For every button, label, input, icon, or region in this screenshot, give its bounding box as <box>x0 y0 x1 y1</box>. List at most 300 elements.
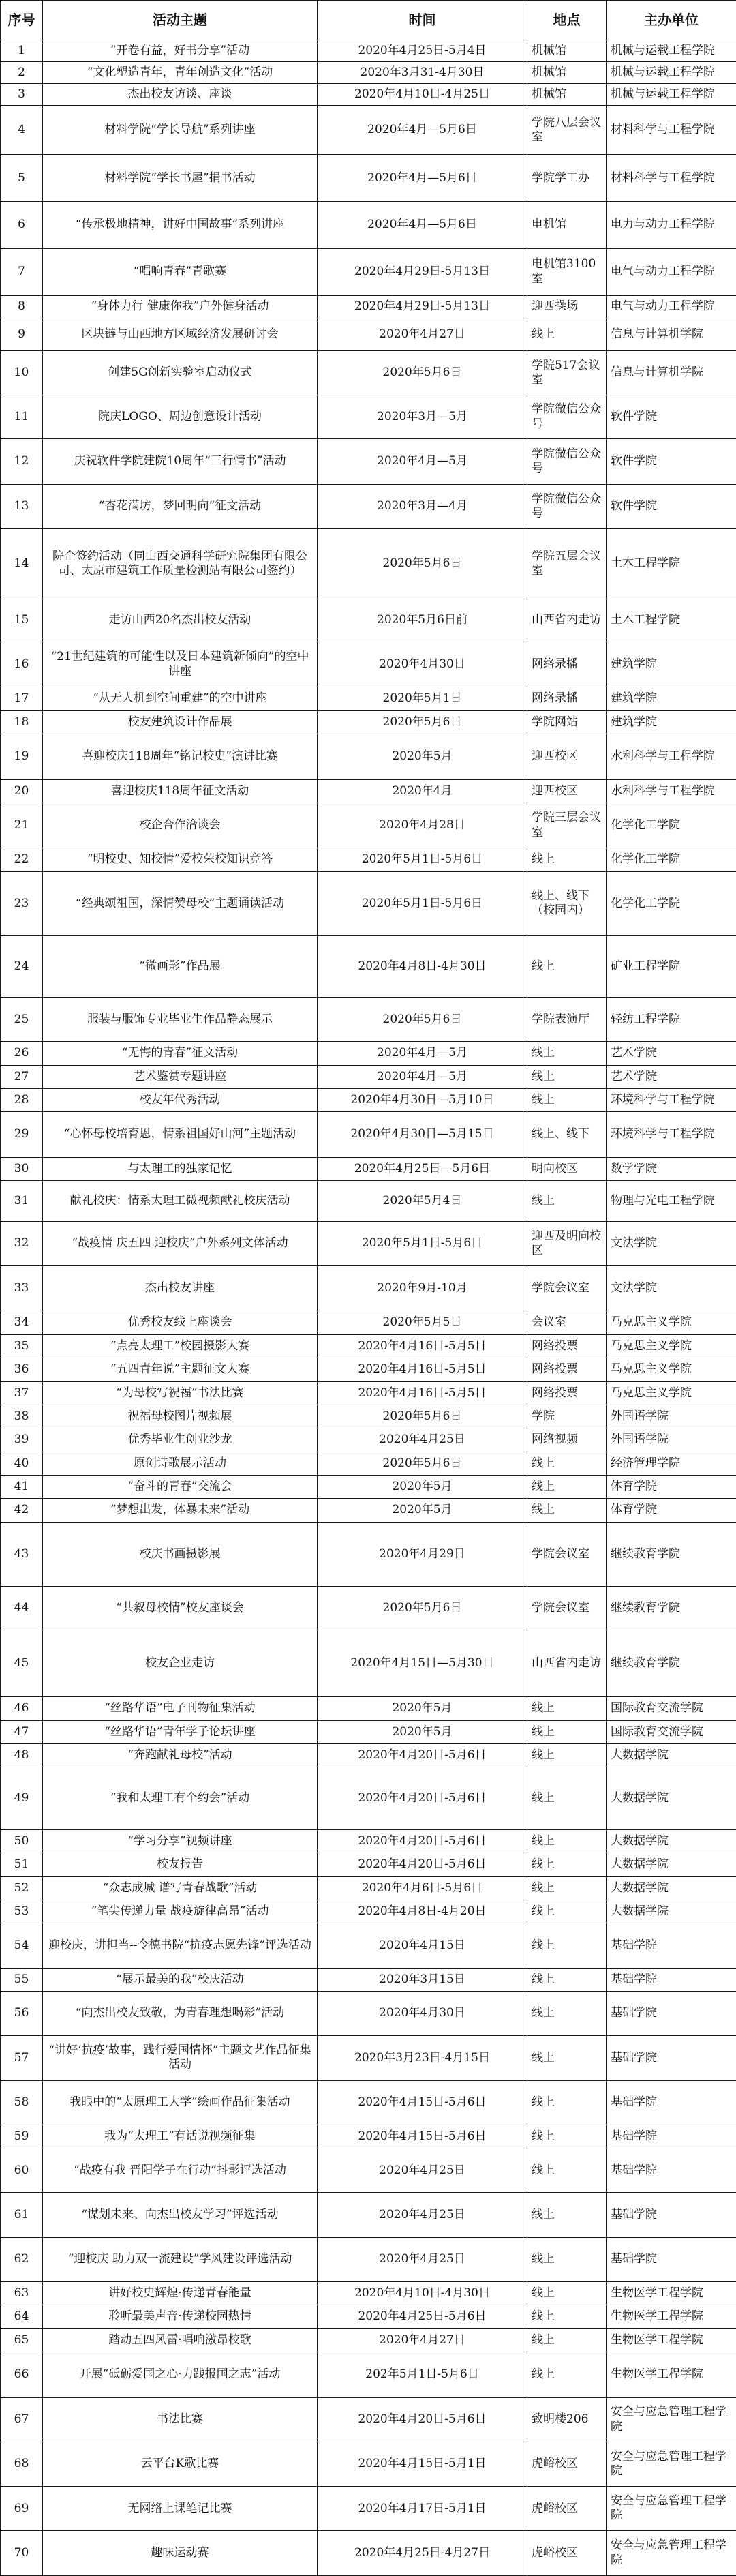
table-row <box>1 642 736 687</box>
table-row <box>1 2193 736 2237</box>
cell-topic: “丝路华语”电子刊物征集活动 <box>43 1697 318 1720</box>
cell-place: 线上 <box>527 1991 607 2035</box>
cell-place: 线上 <box>527 1720 607 1743</box>
table-row <box>1 1767 736 1830</box>
cell-topic: 杰出校友访谈、座谈 <box>43 84 318 106</box>
cell-time: 2020年4月15日-5月1日 <box>318 2442 527 2486</box>
table-row <box>1 84 736 106</box>
table-row <box>1 1065 736 1088</box>
cell-no: 60 <box>1 2148 43 2193</box>
cell-no: 47 <box>1 1720 43 1743</box>
table-row <box>1 1720 736 1743</box>
cell-place: 网络投票 <box>527 1334 607 1358</box>
cell-no: 67 <box>1 2397 43 2442</box>
cell-topic: “丝路华语”青年学子论坛讲座 <box>43 1720 318 1743</box>
cell-org: 材料科学与工程学院 <box>607 106 736 155</box>
cell-time: 2020年4月10日-4月25日 <box>318 84 527 106</box>
cell-topic: “心怀母校培育恩，情系祖国好山河”主题活动 <box>43 1112 318 1157</box>
cell-topic: “杏花满坊，梦回明向”征文活动 <box>43 484 318 528</box>
cell-org: 体育学院 <box>607 1475 736 1498</box>
cell-org: 马克思主义学院 <box>607 1311 736 1334</box>
cell-topic: “微画影”作品展 <box>43 935 318 997</box>
cell-topic: 院庆LOGO、周边创意设计活动 <box>43 395 318 439</box>
table-row <box>1 1586 736 1630</box>
cell-time: 2020年5月 <box>318 1499 527 1522</box>
cell-place: 线上 <box>527 318 607 350</box>
cell-time: 2020年4月20日-5月6日 <box>318 2397 527 2442</box>
cell-no: 35 <box>1 1334 43 1358</box>
cell-time: 2020年4月 <box>318 779 527 803</box>
cell-no: 16 <box>1 642 43 687</box>
cell-place: 致明楼206 <box>527 2397 607 2442</box>
cell-org: 安全与应急管理工程学院 <box>607 2397 736 2442</box>
cell-org: 信息与计算机学院 <box>607 318 736 350</box>
cell-place: 线上 <box>527 2237 607 2281</box>
cell-time: 2020年3月—4月 <box>318 484 527 528</box>
cell-time: 2020年4月16日-5月5日 <box>318 1358 527 1381</box>
cell-place: 线上 <box>527 1767 607 1830</box>
cell-org: 生物医学工程学院 <box>607 2352 736 2397</box>
table-row <box>1 318 736 350</box>
header-place: 地点 <box>527 1 607 40</box>
cell-org: 马克思主义学院 <box>607 1334 736 1358</box>
cell-topic: “向杰出校友致敬，为青春理想喝彩”活动 <box>43 1991 318 2035</box>
cell-topic: “为母校写祝福”书法比赛 <box>43 1381 318 1405</box>
table-row <box>1 1853 736 1876</box>
cell-org: 水利科学与工程学院 <box>607 734 736 779</box>
cell-no: 57 <box>1 2036 43 2080</box>
cell-place: 线上 <box>527 1900 607 1923</box>
cell-topic: 校庆书画摄影展 <box>43 1522 318 1586</box>
cell-time: 2020年5月6日 <box>318 350 527 395</box>
cell-time: 2020年4月—5月6日 <box>318 155 527 202</box>
cell-no: 24 <box>1 935 43 997</box>
cell-topic: “学习分享”视频讲座 <box>43 1829 318 1853</box>
cell-time: 2020年3月23日-4月15日 <box>318 2036 527 2080</box>
header-org: 主办单位 <box>607 1 736 40</box>
cell-no: 70 <box>1 2531 43 2576</box>
cell-org: 安全与应急管理工程学院 <box>607 2442 736 2486</box>
cell-time: 2020年4月30日 <box>318 642 527 687</box>
cell-time: 2020年4月8日-4月30日 <box>318 935 527 997</box>
table-row <box>1 1452 736 1475</box>
cell-no: 34 <box>1 1311 43 1334</box>
cell-no: 33 <box>1 1266 43 1311</box>
cell-org: 外国语学院 <box>607 1428 736 1452</box>
cell-place: 机械馆 <box>527 84 607 106</box>
cell-no: 63 <box>1 2282 43 2305</box>
cell-topic: “明校史、知校情”爱校荣校知识竞答 <box>43 848 318 871</box>
cell-place: 线上 <box>527 1876 607 1900</box>
cell-org: 环境科学与工程学院 <box>607 1112 736 1157</box>
cell-no: 62 <box>1 2237 43 2281</box>
cell-place: 线上、线下 <box>527 1112 607 1157</box>
cell-org: 继续教育学院 <box>607 1586 736 1630</box>
cell-time: 202年5月1日-5月6日 <box>318 2352 527 2397</box>
table-row <box>1 2282 736 2305</box>
table-row <box>1 803 736 848</box>
table-row <box>1 439 736 484</box>
cell-no: 53 <box>1 1900 43 1923</box>
cell-org: 文法学院 <box>607 1221 736 1265</box>
cell-org: 软件学院 <box>607 439 736 484</box>
table-row <box>1 1266 736 1311</box>
table-row <box>1 1042 736 1065</box>
cell-no: 1 <box>1 40 43 62</box>
table-row <box>1 62 736 84</box>
cell-topic: “从无人机到空间重建”的空中讲座 <box>43 687 318 710</box>
cell-no: 48 <box>1 1743 43 1767</box>
cell-time: 2020年4月29日 <box>318 1522 527 1586</box>
cell-org: 国际教育交流学院 <box>607 1697 736 1720</box>
cell-topic: 祝福母校图片视频展 <box>43 1405 318 1428</box>
cell-topic: 原创诗歌展示活动 <box>43 1452 318 1475</box>
cell-no: 2 <box>1 62 43 84</box>
cell-time: 2020年5月 <box>318 734 527 779</box>
cell-no: 45 <box>1 1630 43 1697</box>
cell-place: 迎西校区 <box>527 734 607 779</box>
table-row <box>1 1743 736 1767</box>
table-row <box>1 1405 736 1428</box>
cell-org: 继续教育学院 <box>607 1630 736 1697</box>
cell-no: 8 <box>1 295 43 318</box>
table-row <box>1 1311 736 1334</box>
table-row <box>1 1475 736 1498</box>
cell-place: 迎西及明向校区 <box>527 1221 607 1265</box>
cell-time: 2020年4月25日 <box>318 2193 527 2237</box>
cell-place: 会议室 <box>527 1311 607 1334</box>
cell-place: 线上 <box>527 1042 607 1065</box>
cell-time: 2020年4月28日 <box>318 803 527 848</box>
cell-no: 68 <box>1 2442 43 2486</box>
cell-place: 迎西校区 <box>527 779 607 803</box>
cell-place: 学院三层会议室 <box>527 803 607 848</box>
cell-no: 59 <box>1 2125 43 2148</box>
cell-org: 基础学院 <box>607 1968 736 1991</box>
cell-place: 学院微信公众号 <box>527 484 607 528</box>
table-row <box>1 248 736 295</box>
cell-topic: 书法比赛 <box>43 2397 318 2442</box>
cell-topic: 我眼中的“太原理工大学”绘画作品征集活动 <box>43 2080 318 2125</box>
cell-no: 12 <box>1 439 43 484</box>
cell-org: 基础学院 <box>607 1991 736 2035</box>
cell-no: 44 <box>1 1586 43 1630</box>
cell-topic: “五四青年说”主题征文大赛 <box>43 1358 318 1381</box>
cell-time: 2020年5月4日 <box>318 1181 527 1222</box>
table-row <box>1 1697 736 1720</box>
table-row <box>1 1157 736 1180</box>
cell-org: 体育学院 <box>607 1499 736 1522</box>
cell-topic: 献礼校庆：情系太理工微视频献礼校庆活动 <box>43 1181 318 1222</box>
cell-topic: 校友年代秀活动 <box>43 1089 318 1112</box>
cell-place: 虎峪校区 <box>527 2442 607 2486</box>
cell-place: 学院表演厅 <box>527 998 607 1042</box>
header-no: 序号 <box>1 1 43 40</box>
cell-topic: 杰出校友讲座 <box>43 1266 318 1311</box>
table-row <box>1 1358 736 1381</box>
cell-org: 土木工程学院 <box>607 599 736 642</box>
cell-time: 2020年3月—5月 <box>318 395 527 439</box>
cell-no: 17 <box>1 687 43 710</box>
cell-place: 线上 <box>527 1829 607 1853</box>
cell-place: 学院微信公众号 <box>527 395 607 439</box>
cell-org: 基础学院 <box>607 2193 736 2237</box>
header-time: 时间 <box>318 1 527 40</box>
cell-topic: 校友报告 <box>43 1853 318 1876</box>
cell-no: 21 <box>1 803 43 848</box>
table-row <box>1 1923 736 1968</box>
cell-topic: “经典颂祖国，深情赞母校”主题诵读活动 <box>43 871 318 935</box>
table-row <box>1 2352 736 2397</box>
cell-time: 2020年4月—5月 <box>318 439 527 484</box>
table-row <box>1 998 736 1042</box>
cell-time: 2020年4月16日-5月5日 <box>318 1334 527 1358</box>
cell-no: 65 <box>1 2328 43 2352</box>
cell-topic: “文化塑造青年，青年创造文化”活动 <box>43 62 318 84</box>
cell-no: 6 <box>1 202 43 249</box>
cell-org: 基础学院 <box>607 2125 736 2148</box>
cell-topic: “21世纪建筑的可能性以及日本建筑新倾向”的空中讲座 <box>43 642 318 687</box>
table-row <box>1 1334 736 1358</box>
table-row <box>1 2036 736 2080</box>
cell-topic: “奔跑献礼母校”活动 <box>43 1743 318 1767</box>
cell-topic: 无网络上课笔记比赛 <box>43 2487 318 2531</box>
cell-time: 2020年4月25日-5月6日 <box>318 2305 527 2328</box>
cell-topic: “开卷有益，好书分享”活动 <box>43 40 318 62</box>
cell-org: 软件学院 <box>607 484 736 528</box>
cell-org: 基础学院 <box>607 2036 736 2080</box>
cell-time: 2020年5月6日 <box>318 1405 527 1428</box>
cell-time: 2020年4月8日-4月20日 <box>318 1900 527 1923</box>
cell-no: 18 <box>1 710 43 734</box>
cell-topic: “我和太理工有个约会”活动 <box>43 1767 318 1830</box>
cell-time: 2020年4月15日 <box>318 1923 527 1968</box>
table-row <box>1 734 736 779</box>
cell-org: 土木工程学院 <box>607 528 736 599</box>
cell-org: 大数据学院 <box>607 1829 736 1853</box>
table-row <box>1 1381 736 1405</box>
cell-no: 64 <box>1 2305 43 2328</box>
cell-no: 58 <box>1 2080 43 2125</box>
cell-place: 线上、线下（校园内） <box>527 871 607 935</box>
cell-place: 网络投票 <box>527 1358 607 1381</box>
cell-topic: 喜迎校庆118周年征文活动 <box>43 779 318 803</box>
cell-org: 化学化工学院 <box>607 848 736 871</box>
cell-org: 安全与应急管理工程学院 <box>607 2487 736 2531</box>
cell-topic: 服装与服饰专业毕业生作品静态展示 <box>43 998 318 1042</box>
cell-topic: 喜迎校庆118周年“铭记校史”演讲比赛 <box>43 734 318 779</box>
cell-time: 2020年4月29日-5月13日 <box>318 295 527 318</box>
cell-place: 虎峪校区 <box>527 2531 607 2576</box>
cell-no: 5 <box>1 155 43 202</box>
cell-place: 学院会议室 <box>527 1266 607 1311</box>
cell-org: 化学化工学院 <box>607 803 736 848</box>
cell-time: 2020年4月15日—5月30日 <box>318 1630 527 1697</box>
cell-time: 2020年4月17日-5月1日 <box>318 2487 527 2531</box>
cell-no: 50 <box>1 1829 43 1853</box>
cell-time: 2020年5月6日 <box>318 998 527 1042</box>
cell-org: 机械与运载工程学院 <box>607 40 736 62</box>
cell-org: 电力与动力工程学院 <box>607 202 736 249</box>
table-row <box>1 2148 736 2193</box>
cell-time: 2020年5月6日 <box>318 1452 527 1475</box>
cell-no: 52 <box>1 1876 43 1900</box>
cell-org: 软件学院 <box>607 395 736 439</box>
cell-no: 28 <box>1 1089 43 1112</box>
cell-time: 2020年4月30日—5月10日 <box>318 1089 527 1112</box>
cell-place: 机械馆 <box>527 40 607 62</box>
cell-time: 2020年9月-10月 <box>318 1266 527 1311</box>
table-row <box>1 1829 736 1853</box>
cell-place: 机械馆 <box>527 62 607 84</box>
cell-place: 网络录播 <box>527 642 607 687</box>
table-row <box>1 1112 736 1157</box>
cell-org: 外国语学院 <box>607 1405 736 1428</box>
cell-time: 2020年4月20日-5月6日 <box>318 1829 527 1853</box>
table-row <box>1 687 736 710</box>
cell-no: 20 <box>1 779 43 803</box>
cell-no: 51 <box>1 1853 43 1876</box>
cell-no: 3 <box>1 84 43 106</box>
table-row <box>1 2442 736 2486</box>
cell-time: 2020年4月25日-4月27日 <box>318 2531 527 2576</box>
table-row <box>1 1876 736 1900</box>
cell-place: 线上 <box>527 1853 607 1876</box>
table-row <box>1 599 736 642</box>
table-row <box>1 106 736 155</box>
cell-topic: 院企签约活动（同山西交通科学研究院集团有限公司、太原市建筑工作质量检测站有限公司签约） <box>43 528 318 599</box>
cell-topic: 云平台K歌比赛 <box>43 2442 318 2486</box>
table-row <box>1 1991 736 2035</box>
table-row <box>1 1522 736 1586</box>
cell-org: 建筑学院 <box>607 642 736 687</box>
cell-org: 文法学院 <box>607 1266 736 1311</box>
cell-no: 29 <box>1 1112 43 1157</box>
cell-time: 2020年4月25日 <box>318 1428 527 1452</box>
cell-org: 大数据学院 <box>607 1767 736 1830</box>
table-row <box>1 2487 736 2531</box>
cell-org: 基础学院 <box>607 1923 736 1968</box>
cell-place: 学院网站 <box>527 710 607 734</box>
cell-place: 电机馆 <box>527 202 607 249</box>
table-row <box>1 40 736 62</box>
cell-org: 大数据学院 <box>607 1876 736 1900</box>
cell-no: 10 <box>1 350 43 395</box>
cell-place: 线上 <box>527 2148 607 2193</box>
cell-time: 2020年4月29日-5月13日 <box>318 248 527 295</box>
cell-topic: 艺术鉴赏专题讲座 <box>43 1065 318 1088</box>
cell-time: 2020年4月30日—5月15日 <box>318 1112 527 1157</box>
cell-place: 线上 <box>527 1475 607 1498</box>
cell-no: 42 <box>1 1499 43 1522</box>
table-row <box>1 1630 736 1697</box>
cell-no: 54 <box>1 1923 43 1968</box>
cell-place: 线上 <box>527 1743 607 1767</box>
cell-topic: 材料学院“学长书屋”捐书活动 <box>43 155 318 202</box>
table-row <box>1 528 736 599</box>
cell-topic: “迎校庆 助力双一流建设”学风建设评选活动 <box>43 2237 318 2281</box>
cell-place: 线上 <box>527 2036 607 2080</box>
table-body <box>1 40 736 2576</box>
cell-place: 学院会议室 <box>527 1522 607 1586</box>
table-row <box>1 2237 736 2281</box>
cell-place: 网络视频 <box>527 1428 607 1452</box>
cell-org: 基础学院 <box>607 2080 736 2125</box>
header-topic: 活动主题 <box>43 1 318 40</box>
cell-org: 机械与运载工程学院 <box>607 62 736 84</box>
cell-time: 2020年4月15日-5月6日 <box>318 2125 527 2148</box>
table-row <box>1 2397 736 2442</box>
cell-org: 环境科学与工程学院 <box>607 1089 736 1112</box>
cell-topic: 材料学院“学长导航”系列讲座 <box>43 106 318 155</box>
cell-no: 40 <box>1 1452 43 1475</box>
cell-no: 27 <box>1 1065 43 1088</box>
cell-no: 9 <box>1 318 43 350</box>
table-row <box>1 1968 736 1991</box>
cell-time: 2020年5月5日 <box>318 1311 527 1334</box>
cell-org: 生物医学工程学院 <box>607 2305 736 2328</box>
cell-no: 31 <box>1 1181 43 1222</box>
cell-place: 虎峪校区 <box>527 2487 607 2531</box>
cell-topic: 迎校庆，讲担当--令德书院“抗疫志愿先锋”评选活动 <box>43 1923 318 1968</box>
cell-time: 2020年5月 <box>318 1475 527 1498</box>
cell-time: 2020年3月15日 <box>318 1968 527 1991</box>
cell-no: 41 <box>1 1475 43 1498</box>
cell-topic: 校企合作洽谈会 <box>43 803 318 848</box>
table-header-row <box>1 1 736 40</box>
cell-topic: “梦想出发，体暴未来”活动 <box>43 1499 318 1522</box>
cell-time: 2020年4月—5月6日 <box>318 106 527 155</box>
cell-time: 2020年5月 <box>318 1720 527 1743</box>
cell-org: 马克思主义学院 <box>607 1358 736 1381</box>
cell-org: 马克思主义学院 <box>607 1381 736 1405</box>
cell-no: 23 <box>1 871 43 935</box>
cell-topic: “战疫情 庆五四 迎校庆”户外系列文体活动 <box>43 1221 318 1265</box>
table-row <box>1 2125 736 2148</box>
cell-no: 38 <box>1 1405 43 1428</box>
cell-org: 基础学院 <box>607 2237 736 2281</box>
cell-place: 线上 <box>527 2282 607 2305</box>
table-row <box>1 2305 736 2328</box>
cell-time: 2020年4月—5月 <box>318 1042 527 1065</box>
table-row <box>1 2080 736 2125</box>
cell-topic: “传承极地精神，讲好中国故事”系列讲座 <box>43 202 318 249</box>
cell-topic: “笔尖传递力量 战疫旋律高昂”活动 <box>43 1900 318 1923</box>
cell-time: 2020年4月25日 <box>318 2148 527 2193</box>
cell-topic: 校友企业走访 <box>43 1630 318 1697</box>
cell-topic: “战疫有我 晋阳学子在行动”抖影评选活动 <box>43 2148 318 2193</box>
cell-no: 4 <box>1 106 43 155</box>
cell-topic: “共叙母校情”校友座谈会 <box>43 1586 318 1630</box>
table-row <box>1 1499 736 1522</box>
cell-place: 线上 <box>527 1089 607 1112</box>
cell-no: 43 <box>1 1522 43 1586</box>
table-row <box>1 1181 736 1222</box>
cell-place: 线上 <box>527 2305 607 2328</box>
cell-org: 大数据学院 <box>607 1900 736 1923</box>
table-row <box>1 350 736 395</box>
cell-topic: “点亮太理工”校园摄影大赛 <box>43 1334 318 1358</box>
cell-place: 迎西操场 <box>527 295 607 318</box>
table-row <box>1 202 736 249</box>
cell-time: 2020年3月31-4月30日 <box>318 62 527 84</box>
cell-time: 2020年4月27日 <box>318 318 527 350</box>
cell-no: 39 <box>1 1428 43 1452</box>
cell-time: 2020年5月 <box>318 1697 527 1720</box>
cell-place: 线上 <box>527 848 607 871</box>
cell-time: 2020年4月25日—5月6日 <box>318 1157 527 1180</box>
cell-place: 线上 <box>527 1181 607 1222</box>
